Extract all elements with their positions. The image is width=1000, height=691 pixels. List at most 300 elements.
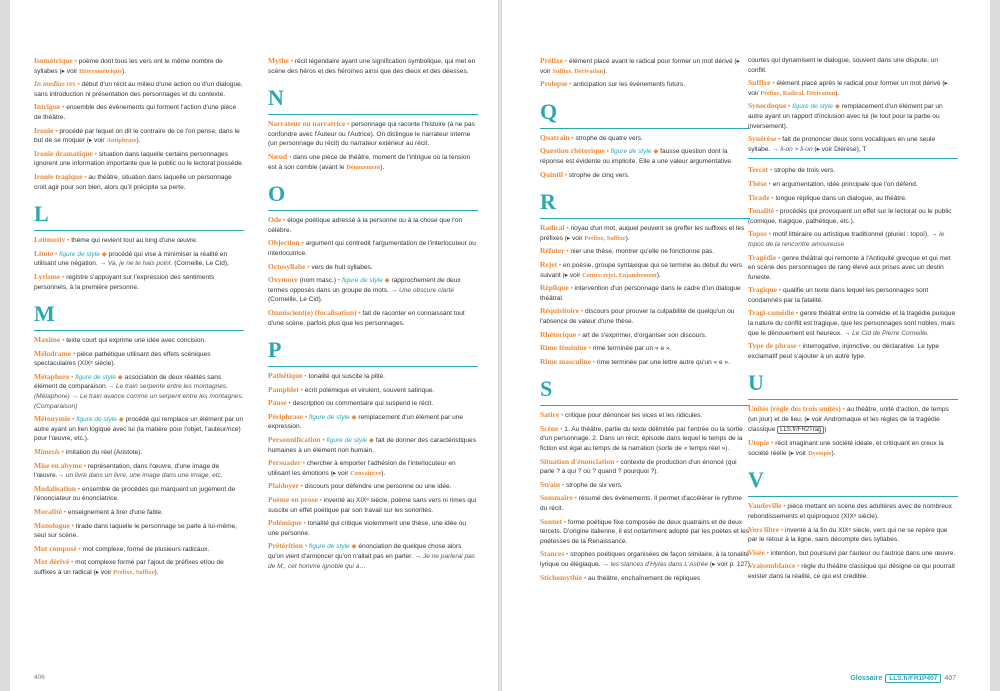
entry-definition: dans une pièce de théâtre, moment de l'intrigue où la tension est à son comble (avant le [268, 153, 471, 171]
entry-term: Lyrisme [34, 271, 61, 281]
bullet-separator: • [59, 449, 66, 457]
entry-link[interactable]: LLS.fr/FR2Trag [777, 426, 824, 434]
glossary-entry [268, 262, 478, 273]
bullet-separator: • [356, 309, 363, 317]
entry-definition: élément placé avant le radical pour former un mot dérivé (▸ voir [540, 58, 740, 75]
bullet-separator: • [302, 543, 309, 551]
entry-term: Omniscient(e) (focalisation) [268, 307, 357, 317]
entry-term: Narrateur ou narratrice [268, 119, 346, 129]
entry-definition: enseignement à tirer d'une fable. [67, 509, 163, 516]
bullet-separator: • [769, 440, 776, 448]
entry-definition: écrit polémique et virulent, souvent satirique. [304, 386, 435, 394]
column-4 [748, 56, 958, 585]
entry-term: Vraisemblance [748, 561, 796, 571]
footer [850, 674, 956, 683]
entry-term: Polémique [268, 518, 302, 528]
bullet-separator: • [562, 518, 569, 526]
entry-definition: anticipation sur les événements futurs. [573, 81, 686, 89]
entry-definition: qualifie un texte dans lequel les personnages sont condamnés par la fatalité. [748, 287, 929, 304]
entry-term: Persuader [268, 458, 301, 468]
glossary-entry [268, 308, 478, 328]
entry-definition: en argumentation, idée principale que l'on défend. [772, 180, 918, 188]
bullet-separator: • [576, 331, 583, 339]
entry-definition: résumé des événements. Il permet d'accélérer le rythme du récit. [540, 495, 742, 513]
glossary-entry [748, 101, 958, 131]
entry-definition: procédé qui remplace un élément par un autre ayant un lien logique avec lui (la matière pour l'objet, l'auteur/rice) pour l'œuvre, etc.). [34, 416, 244, 443]
entry-term: Tirade [748, 192, 770, 202]
bullet-separator: • [69, 522, 76, 530]
entry-definition: mot complexe, formé de plusieurs radicaux. [82, 545, 210, 553]
bullet-separator: • [286, 400, 293, 408]
entry-example: → Le train serpente entre les montagnes. (Métaphore) → Le train avance comme un serpent entre les montagnes. (Comparaison) [34, 383, 244, 410]
section-letter-v: V [748, 468, 958, 497]
entry-term: Réfuter [540, 246, 565, 256]
diamond-icon: ◆ [99, 250, 109, 258]
bullet-separator: • [301, 520, 308, 528]
bullet-separator: • [568, 285, 575, 293]
bullet-separator: • [302, 373, 309, 381]
glossary-entry [748, 404, 958, 435]
bullet-separator: • [60, 337, 67, 345]
glossary-entry [540, 357, 750, 368]
entry-tail: ). [122, 67, 127, 75]
entry-definition: élément placé après le radical pour former un mot dérivé (▸ voir [748, 80, 948, 97]
entry-term: Maxime [34, 335, 61, 345]
entry-definition: énonciation de quelque chose alors qu'on vient d'annoncer qu'on n'allait pas en parler. → [268, 543, 462, 560]
bullet-separator: • [562, 171, 569, 179]
glossary-entry [540, 573, 750, 584]
bullet-separator: • [336, 277, 342, 285]
entry-term: In medias res [34, 79, 76, 89]
glossary-entry [540, 424, 750, 454]
glossary-entry [268, 435, 478, 455]
glossary-entry [540, 306, 750, 326]
entry-example: li-on > li-on [780, 145, 813, 153]
entry-reference[interactable]: Préfixe, Radical, Dérivation [760, 89, 836, 97]
bullet-separator: • [82, 173, 89, 181]
bullet-separator: • [53, 250, 60, 258]
glossary-entry [748, 308, 958, 338]
diamond-icon: ◆ [382, 277, 392, 285]
entry-example: Le Cid de Pierre Corneille. [852, 329, 929, 337]
entry-definition: genre théâtral entre la comédie et la tragédie puisque la nature du conflit est tragique, que les personnages sont nobles, mais que le dénouement est heureux. → [748, 310, 956, 337]
glossary-entry [34, 557, 244, 577]
glossary-entry [268, 412, 478, 432]
entry-definition: fait de prononcer deux sons vocaliques en une seule syllabe. → [748, 136, 936, 153]
entry-reference[interactable]: Contre-rejet, Enjambement [582, 271, 657, 279]
entry-definition: intervention d'un personnage dans le cadre d'un dialogue théâtral. [540, 285, 741, 302]
bullet-separator: • [840, 406, 847, 414]
bullet-separator: • [776, 136, 783, 144]
figure-de-style-tag: figure de style [59, 250, 100, 258]
bullet-separator: • [768, 167, 774, 175]
entry-term: Synecdoque [748, 101, 787, 111]
entry-term: Radical [540, 223, 565, 233]
entry-definition: au théâtre, situation dans laquelle un personnage croit agir pour son bien, alors qu'il précipite sa perte. [34, 173, 232, 191]
section-letter-l: L [34, 202, 244, 231]
entry-definition: représentation, dans l'œuvre, d'une image de l'œuvre. [34, 462, 220, 480]
column-1 [34, 56, 244, 581]
bullet-separator: • [298, 483, 305, 491]
entry-term: Thèse [748, 178, 767, 188]
bullet-separator: • [586, 345, 593, 353]
bullet-separator: • [92, 150, 99, 158]
entry-term: Ironie dramatique [34, 148, 93, 158]
entry-definition: description ou commentaire qui suspend le récit. [292, 400, 434, 408]
entry-reference[interactable]: Convaincre [350, 469, 382, 477]
glossary-entry [34, 414, 244, 444]
glossary-entry [748, 165, 958, 176]
glossary-entry [748, 253, 958, 283]
entry-reference[interactable]: Suffixe, Dérivation [552, 67, 604, 75]
glossary-entry [540, 56, 750, 76]
entry-definition: fait de raconter en connaissant tout d'une scène, parfois plus que les personnages. [268, 309, 465, 327]
entry-term: Pamphlet [268, 384, 299, 394]
bullet-separator: • [569, 134, 576, 142]
entry-term: Mot dérivé [34, 557, 70, 567]
entry-definition: 1. Au théâtre, partie du texte délimitée par l'entrée ou la sortie d'un personnage. 2. Dans un récit, épisode dans lequel le temps de la fiction est égal au temps de la narration (sorte de « temps réel »). [540, 425, 743, 453]
entry-term: Question rhétorique [540, 146, 605, 156]
entry-definition: association de deux réalités sans élément de comparaison. [34, 373, 222, 391]
bullet-separator: • [786, 103, 793, 111]
entry-term: Situation d'énonciation [540, 456, 615, 466]
bullet-separator: • [769, 194, 776, 202]
diamond-icon: ◆ [367, 437, 376, 445]
glossary-entry [34, 249, 244, 269]
bullet-separator: • [779, 526, 785, 534]
glossary-entry [540, 246, 750, 257]
bullet-separator: • [572, 495, 579, 503]
left-page-number: 406 [34, 674, 45, 681]
right-page [502, 0, 990, 691]
entry-term: Métonymie [34, 414, 71, 424]
column-2 [268, 56, 478, 574]
entry-term: Mimesis [34, 447, 60, 457]
entry-definition: tirade dans laquelle le personnage se parle à lui-même, seul sur scène. [34, 522, 238, 540]
entry-term: Sommaire [540, 493, 573, 503]
bullet-separator: • [795, 563, 802, 571]
bullet-separator: • [557, 261, 564, 269]
figure-de-style-tag: figure de style [792, 103, 834, 111]
entry-tail: ). [835, 89, 840, 97]
bullet-separator: • [281, 217, 288, 225]
entry-definition: fait de donner des caractéristiques humaines à un élément non humain. [268, 437, 476, 454]
entry-definition: pièce pathétique utilisant des effets scéniques spectaculaires (XIXᵉ siècle). [34, 350, 211, 368]
bullet-separator: • [770, 80, 777, 88]
glossary-entry [540, 480, 750, 491]
entry-term: Mot composé [34, 543, 77, 553]
glossary-entry [34, 447, 244, 458]
entry-definition: fausse question dont la réponse est évidente ou implicite. Elle a une valeur argumentative. [540, 148, 733, 165]
glossary-entry [540, 410, 750, 421]
entry-tail: (Corneille, Le Cid), [172, 260, 229, 268]
bullet-separator: • [764, 549, 771, 557]
entry-term: Métaphore [34, 371, 70, 381]
bullet-separator: • [320, 437, 327, 445]
footer-link[interactable]: LLS.fr/FR1P407 [885, 674, 941, 683]
section-letter-n: N [268, 86, 478, 115]
bullet-separator: • [53, 127, 60, 135]
entry-definition: critique pour dénoncer les vices et les ridicules. [564, 412, 703, 420]
entry-term: Personnification [268, 435, 321, 445]
entry-definition: art de s'exprimer, d'organiser son discours. [582, 331, 707, 339]
glossary-entry [748, 56, 958, 75]
entry-term: Pathétique [268, 371, 303, 381]
bullet-separator: • [564, 225, 571, 233]
bullet-separator: • [60, 104, 67, 112]
entry-term: Sonnet [540, 516, 563, 526]
entry-definition: strophe de six vers. [565, 481, 623, 489]
bullet-separator: • [71, 350, 78, 358]
entry-tail: ). [381, 469, 386, 477]
diamond-icon: ◆ [349, 413, 359, 421]
entry-term: Octosyllabe [268, 261, 306, 271]
glossary-entry [748, 525, 958, 545]
entry-tail: ). [380, 163, 385, 171]
bullet-separator: • [559, 412, 565, 420]
footer-label: Glossaire [850, 675, 883, 682]
entry-definition: au théâtre, enchaînement de répliques [588, 574, 701, 582]
glossary-entry [748, 229, 958, 249]
glossary-entry [748, 438, 958, 458]
figure-de-style-tag: figure de style [610, 148, 652, 156]
glossary-entry [268, 385, 478, 396]
entry-definition: nier une thèse, montrer qu'elle ne fonctionne pas. [570, 248, 715, 256]
entry-term: Modalisation [34, 483, 77, 493]
bullet-separator: • [766, 180, 773, 188]
section-letter-r: R [540, 190, 750, 219]
glossary-entry [34, 544, 244, 555]
entry-definition: éloge poétique adressé à la personne ou à la chose que l'on célèbre. [268, 217, 463, 234]
bullet-separator: • [72, 58, 79, 65]
diamond-icon: ◆ [833, 103, 842, 111]
glossary-entry [268, 518, 478, 538]
glossary-entry [34, 349, 244, 369]
glossary-entry [34, 507, 244, 518]
entry-term: Vers libre [748, 524, 780, 534]
glossary-entry [34, 172, 244, 192]
entry-term: Moralité [34, 507, 62, 516]
entry-term: Isométrique [34, 56, 73, 65]
entry-term: Plaidoyer [268, 481, 299, 491]
entry-definition: pièce mettant en scène des adultères avec de nombreux rebondissements et quiproquos (XIXᵉ siècle). [748, 503, 952, 520]
entry-term: Utopie [748, 438, 770, 448]
entry-term: Tragi-comédie [748, 308, 795, 318]
glossary-entry [268, 495, 478, 515]
entry-definition: discours pour défendre une personne ou une idée. [304, 483, 452, 491]
bullet-separator: • [303, 413, 309, 421]
glossary-entry [268, 215, 478, 235]
entry-definition: noyau d'un mot, auquel peuvent se greffer les suffixes et les préfixes (▸ voir [540, 225, 745, 242]
entry-term: Topos [748, 229, 767, 239]
entry-definition: thème qui revient tout au long d'une œuvre. [71, 237, 198, 245]
entry-term: Leitmotiv [34, 235, 66, 245]
bullet-separator: • [60, 273, 67, 281]
entry-definition: courtes qui dynamisent le dialogue, souvent dans une dispute, un conflit. [748, 57, 938, 74]
bullet-separator: • [298, 386, 305, 394]
entry-tail: ). [656, 271, 661, 279]
glossary-entry [540, 457, 750, 477]
entry-term: Pause [268, 398, 287, 408]
entry-term: Synérèse [748, 134, 777, 144]
entry-definition: tonalité qui suscite la pitié. [308, 373, 385, 381]
entry-definition: ensemble de procédés qui marquent un jugement de l'énonciateur ou énonciatrice. [34, 485, 236, 503]
entry-definition: intention, but poursuivi par l'auteur ou l'autrice dans une œuvre. [770, 549, 956, 557]
figure-de-style-tag: figure de style [326, 437, 368, 445]
glossary-entry [268, 398, 478, 409]
bullet-separator: • [305, 263, 312, 271]
glossary-entry [540, 330, 750, 341]
entry-definition: remplacement d'un élément par une expression. [268, 413, 463, 431]
glossary-entry [34, 79, 244, 99]
entry-definition: ensemble des événements qui forment l'action d'une pièce de théâtre. [34, 104, 237, 121]
entry-term: Type de phrase [748, 341, 797, 351]
entry-reference[interactable]: Hétérométrique [79, 67, 123, 75]
glossary-entry [748, 78, 958, 98]
entry-definition: strophe de cinq vers. [568, 171, 630, 179]
glossary-entry [540, 493, 750, 513]
section-letter-s: S [540, 377, 750, 406]
diamond-icon: ◆ [651, 148, 661, 156]
bullet-separator: • [345, 121, 352, 129]
entry-tail: ). [625, 234, 630, 242]
section-letter-u: U [748, 371, 958, 400]
entry-term: Préfixe [540, 56, 563, 65]
entry-term: Rime féminine [540, 343, 587, 353]
glossary-entry [34, 335, 244, 346]
glossary-entry [34, 521, 244, 541]
diamond-icon: ◆ [116, 416, 126, 424]
glossary-entry [748, 134, 958, 154]
bullet-separator: • [582, 574, 589, 582]
entry-term: Mise en abyme [34, 460, 82, 470]
glossary-entry [268, 238, 478, 258]
entry-definition: inventé à la fin du XIXᵉ siècle, vers qui ne se repère que par le retour à la ligne, sans décompte des syllabes. [748, 526, 948, 544]
entry-term: Satire [540, 410, 560, 420]
glossary-entry [34, 102, 244, 122]
entry-definition: règle du théâtre classique qui désigne ce qui pourrait exister dans la réalité, ce qui est crédible. [748, 563, 955, 580]
entry-term: Mélodrame [34, 348, 72, 358]
entry-definition: mot complexe formé par l'ajout de préfixes et/ou de suffixes à un radical (▸ voir [34, 559, 224, 576]
entry-reference[interactable]: Préfixe, Suffixe [584, 234, 626, 242]
entry-term: Monologue [34, 520, 70, 530]
glossary-entry [34, 461, 244, 481]
entry-term: Ironie [34, 125, 54, 135]
bullet-separator: • [564, 248, 571, 256]
bullet-separator: • [567, 81, 574, 89]
bullet-separator: • [781, 503, 788, 511]
bullet-separator: • [614, 458, 621, 466]
bullet-separator: • [560, 481, 566, 489]
bullet-separator: • [564, 551, 571, 559]
entry-definition: genre théâtral qui remonte à l'Antiquité grecque et qui met en scène des personnages de rang élevé aux prises avec un destin funeste. [748, 254, 951, 281]
entry-term: Réplique [540, 283, 569, 293]
section-letter-p: P [268, 338, 478, 367]
glossary-entry [540, 343, 750, 354]
entry-reference[interactable]: Préfixe, Suffixe [113, 568, 155, 576]
bullet-separator: • [591, 358, 597, 366]
glossary-entry [748, 501, 958, 521]
entry-reference[interactable]: Antiphrase [106, 137, 137, 145]
glossary-entry [748, 206, 958, 226]
figure-de-style-tag: figure de style [76, 416, 117, 424]
entry-reference[interactable]: Dénouement [346, 163, 381, 171]
bullet-separator: • [766, 231, 773, 239]
entry-term: Ode [268, 215, 282, 225]
entry-term: Scène [540, 423, 559, 433]
entry-term: Unités (règle des trois unités) [748, 404, 841, 414]
glossary-entry [268, 152, 478, 172]
entry-extra: (nom masc.) [297, 277, 337, 285]
glossary-entry [540, 170, 750, 181]
entry-term: Objection [268, 238, 300, 248]
entry-definition: texte court qui exprime une idée avec concision. [66, 337, 206, 345]
figure-de-style-tag: figure de style [308, 413, 350, 421]
glossary-entry [34, 56, 244, 76]
bullet-separator: • [776, 254, 783, 262]
entry-term: Tonalité [748, 206, 774, 216]
entry-term: Tragique [748, 285, 778, 295]
bullet-separator: • [562, 58, 569, 65]
glossary-entry [540, 283, 750, 303]
entry-tail: ). [154, 568, 159, 576]
left-page [10, 0, 498, 691]
entry-definition: situation dans laquelle certains personnages ignorent une information importante que le public ou le lectorat possède. [34, 150, 244, 168]
section-letter-q: Q [540, 100, 750, 129]
glossary-entry [34, 149, 244, 169]
entry-definition: forme poétique fixe composée de deux quatrains et de deux tercets. D'origine italienne, il est notamment adopté par les poètes et les poétesses de la Renaissance. [540, 518, 750, 545]
entry-term: Oxymore [268, 275, 298, 285]
entry-term: Strain [540, 479, 561, 489]
glossary-entry [540, 549, 750, 569]
entry-definition: poème dont tous les vers ont le même nombre de syllabes (▸ voir [34, 58, 223, 75]
bullet-separator: • [76, 545, 83, 553]
entry-term: Prétérition [268, 541, 303, 551]
entry-example: Une obscure clarté [399, 286, 454, 294]
glossary-entry [540, 260, 750, 280]
entry-term: Stances [540, 549, 565, 559]
entry-term: Intrigue [34, 102, 61, 112]
glossary-entry [34, 372, 244, 411]
entry-term: Suffixe [748, 78, 771, 88]
bullet-separator: • [796, 343, 803, 351]
bullet-separator: • [299, 240, 306, 248]
entry-tail: ). [603, 67, 608, 75]
glossary-entry [748, 179, 958, 190]
entry-definition: au théâtre, unité d'action, de temps (un jour) et de lieu. (▸ voir Andromaque et les règles de la tragédie classique [748, 406, 949, 433]
entry-definition: strophe de quatre vers. [575, 134, 643, 142]
entry-term: Stichomythie [540, 572, 583, 582]
entry-example: Je ne parlerai pas de M., cet homme ignoble qui a… [268, 553, 476, 570]
entry-term: Tercet [748, 165, 768, 175]
entry-definition: remplacement d'un élément par un autre ayant un rapport d'inclusion avec lui (le tout pour la partie ou inversement). [748, 103, 943, 130]
entry-definition: en poésie, groupe syntaxique qui se termine au début du vers suivant (▸ voir [540, 261, 743, 279]
entry-reference[interactable]: Dystopie [808, 449, 832, 457]
glossary-entry [268, 56, 478, 76]
entry-definition: récit imaginant une société idéale, et critiquant en creux la société réelle (▸ voir [748, 440, 944, 457]
section-letter-m: M [34, 302, 244, 331]
entry-tail: ). [136, 137, 141, 145]
glossary-entry [748, 548, 958, 559]
entry-definition: longue réplique dans un dialogue, au théâtre. [775, 194, 907, 202]
glossary-entry [748, 341, 958, 361]
entry-definition: interrogative, injonctive, ou déclarative. Le type exclamatif peut s'ajouter à un autre type. [748, 343, 940, 360]
entry-definition: contexte de production d'un énoncé (qui parle ? à qui ? où ? quand ? pourquoi ?). [540, 458, 737, 476]
glossary-entry [268, 119, 478, 149]
glossary-entry [540, 146, 750, 166]
entry-term: Rime masculine [540, 356, 592, 366]
bullet-separator: • [300, 460, 307, 468]
